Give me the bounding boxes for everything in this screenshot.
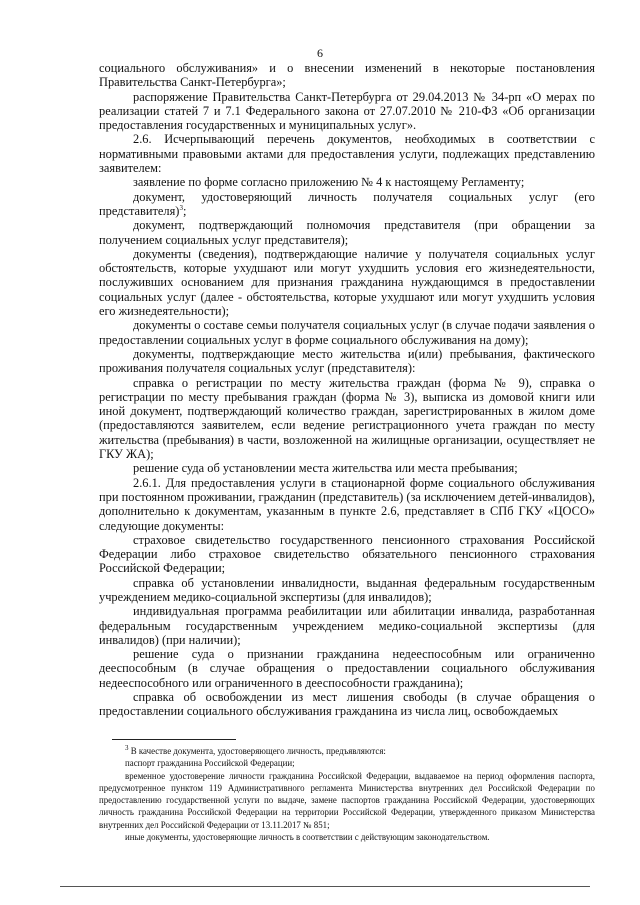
- footnote-text: В качестве документа, удостоверяющего личность, предъявляются:: [130, 746, 386, 756]
- footnote-line: [99, 745, 595, 757]
- paragraph-tail: ;: [182, 203, 187, 218]
- footnote-line: временное удостоверение личности гражданина Российской Федерации, выдаваемое на период оформления паспорта, предусмотренное пунктом 119 Административного регламента Министерства внутренних дел Российской Федерации по предоставлению государственной услуги по выдаче, замене паспортов гражданина Российской Федерации, удостоверяющих личность гражданина Российской Федерации на территории Российской Федерации, утвержденного приказом Министерства внутренних дел Российской Федерации от 13.11.2017 № 851;: [99, 770, 595, 830]
- footnote-line: паспорт гражданина Российской Федерации;: [125, 758, 295, 769]
- paragraph: 2.6.1. Для предоставления услуги в стационарной форме социального обслуживания при постоянном проживании, гражданин (представитель) (за исключением детей-инвалидов), дополнительно к документам, указанным в пункте 2.6, представляет в СПб ГКУ «ЦОСО» следующие документы:: [99, 475, 595, 533]
- paragraph: документ, подтверждающий полномочия представителя (при обращении за получением социальных услуг представителя);: [99, 218, 595, 247]
- paragraph: справка об установлении инвалидности, выданная федеральным государственным учреждением медико-социальной экспертизы (для инвалидов);: [99, 575, 595, 604]
- paragraph: документы (сведения), подтверждающие наличие у получателя социальных услуг обстоятельств, которые ухудшают или могут ухудшить условия его жизнедеятельности, послуживших основанием для признания гражданина нуждающимся в предоставлении социальных услуг (далее - обстоятельства, которые ухудшают или могут ухудшить условия его жизнедеятельности);: [99, 246, 595, 319]
- paragraph: документы, подтверждающие место жительства и(или) пребывания, фактического проживания получателя социальных услуг (представителя):: [99, 346, 595, 376]
- footnote-ref: 3: [179, 203, 183, 212]
- main-text: [99, 61, 595, 719]
- paragraph: распоряжение Правительства Санкт-Петербурга от 29.04.2013 № 34-рп «О мерах по реализации статей 7 и 7.1 Федерального закона от 27.07.2010 № 210-ФЗ «Об организации предоставления государственных и муниципальных услуг».: [99, 89, 595, 133]
- page-number: 6: [317, 46, 323, 60]
- footnote-separator: [112, 739, 236, 740]
- paragraph: документы о составе семьи получателя социальных услуг (в случае подачи заявления о предоставлении социальных услуг в форме социального обслуживания на дому);: [99, 318, 595, 347]
- footnote-marker: 3: [125, 744, 129, 753]
- paragraph: решение суда о признании гражданина недееспособным или ограниченно дееспособным (в случае обращения о предоставлении социального обслуживания недееспособного или ограниченного в дееспособности гражданина);: [99, 647, 595, 690]
- paragraph-with-footnote: [99, 190, 595, 219]
- paragraph: индивидуальная программа реабилитации или абилитации инвалида, разработанная федеральным государственным учреждением медико-социальной экспертизы (для инвалидов) (при наличии);: [99, 604, 595, 647]
- paragraph: заявление по форме согласно приложению № 4 к настоящему Регламенту;: [133, 175, 525, 190]
- footnote-line: иные документы, удостоверяющие личность в соответствии с действующим законодательством.: [125, 832, 490, 843]
- scan-edge-line: [60, 886, 590, 887]
- paragraph: 2.6. Исчерпывающий перечень документов, необходимых в соответствии с нормативными правовыми актами для предоставления услуги, подлежащих представлению заявителем:: [99, 132, 595, 176]
- paragraph: страховое свидетельство государственного пенсионного страхования Российской Федерации либо страховое свидетельство обязательного пенсионного страхования Российской Федерации;: [99, 532, 595, 576]
- paragraph-text: документ, удостоверяющий личность получателя социальных услуг (его представителя): [99, 189, 595, 218]
- paragraph: решение суда об установлении места жительства или места пребывания;: [133, 461, 518, 476]
- paragraph: справка о регистрации по месту жительства граждан (форма № 9), справка о регистрации по месту пребывания граждан (форма № 3), выписка из домовой книги или иной документ, подтверждающий количество граждан, зарегистрированных в жилом доме (предоставляются заявителем, если ведение регистрационного учета граждан по месту жительства (пребывания) в части, возложенной на жилищные организации, осуществляет не ГКУ ЖА);: [99, 375, 595, 462]
- paragraph: социального обслуживания» и о внесении изменений в некоторые постановления Правительства Санкт-Петербурга»;: [99, 61, 595, 90]
- paragraph: справка об освобождении из мест лишения свободы (в случае обращения о предоставлении социального обслуживания гражданина из числа лиц, освобождаемых: [99, 690, 595, 719]
- footnotes: [99, 745, 595, 843]
